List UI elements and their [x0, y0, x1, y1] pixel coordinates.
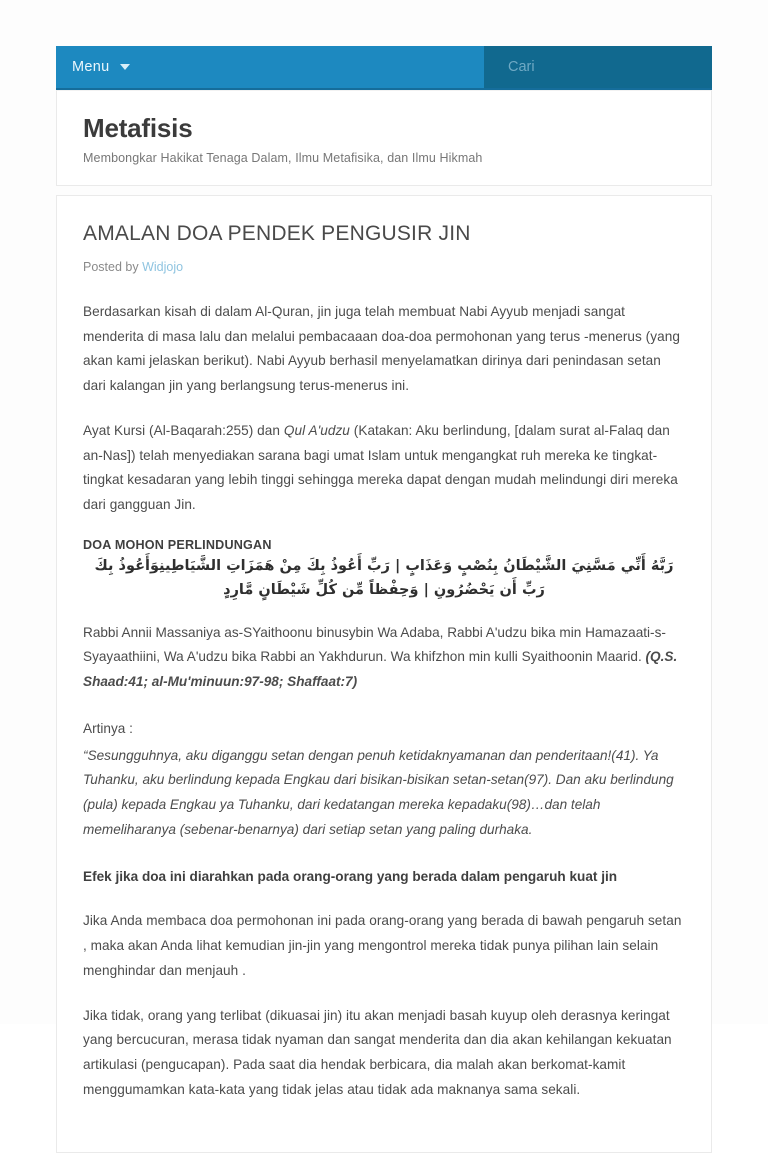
- post-paragraph-4: Jika tidak, orang yang terlibat (dikuasai jin) itu akan menjadi basah kuyup oleh derasnya keringat yang bercucuran, merasa tidak nyaman dan sangat menderita dan dia akan kehilangan kekuatan artikulasi (pengucapan). Pada saat dia hendak berbicara, dia malah akan berkomat-kamit menggumamkan kata-kata yang tidak jelas atau tidak ada maknanya sama sekali.: [83, 1007, 672, 1097]
- post-paragraph-2: [83, 419, 685, 518]
- arabic-line-2: رَبِّ أَن يَحْضُرُونِ | وَحِفْظاً مِّن كُلِّ شَيْطَانٍ مَّارِدٍ: [223, 581, 545, 598]
- efek-heading: Efek jika doa ini diarahkan pada orang-orang yang berada dalam pengaruh kuat jin: [83, 868, 618, 884]
- site-title: Metafisis: [83, 113, 193, 143]
- transliteration-paragraph: [83, 621, 685, 695]
- paragraph-2-text-b: (Katakan: Aku berlindung, [dalam surat al-Falaq dan an-Nas]) telah menyediakan sarana bagi umat Islam untuk mengangkat ruh mereka ke tingkat-tingkat kesadaran yang lebih tinggi sehingga mereka dapat dengan mudah melindungi diri mereka dari gangguan Jin.: [83, 422, 678, 513]
- page-container: [56, 0, 712, 1153]
- artinya-text: “Sesungguhnya, aku diganggu setan dengan penuh ketidaknyamanan dan penderitaan!(41). Ya Tuhanku, aku berlindung kepada Engkau dari bisikan-bisikan setan-setan(97). Dan aku berlindung (pula) kepada Engkau ya Tuhanku, dari kedatangan mereka kepadaku(98)…dan telah memeliharanya (sebenar-benarnya) dari setiap setan yang paling durhaka.: [83, 747, 674, 837]
- card-separator: [56, 186, 712, 195]
- search-input[interactable]: [508, 59, 712, 75]
- site-tagline: Membongkar Hakikat Tenaga Dalam, Ilmu Metafisika, dan Ilmu Hikmah: [83, 151, 483, 165]
- post-card: [56, 195, 712, 1153]
- post-paragraph-3: Jika Anda membaca doa permohonan ini pada orang-orang yang berada di bawah pengaruh setan , maka akan Anda lihat kemudian jin-jin yang mengontrol mereka tidak punya pilihan lain selain menghindar dan menjauh .: [83, 913, 682, 978]
- post-meta: [83, 260, 685, 274]
- paragraph-2-text-a: Ayat Kursi (Al-Baqarah:255) dan: [83, 422, 284, 438]
- transliteration-text: Rabbi Annii Massaniya as-SYaithoonu binusybin Wa Adaba, Rabbi A'udzu bika min Hamazaati-s-Syayaathiini, Wa A'udzu bika Rabbi an Yakhdurun. Wa khifzhon min kulli Syaithoonin Maarid.: [83, 624, 666, 665]
- arabic-line-1: رَبَّهُ أَنِّي مَسَّنِيَ الشَّيْطَانُ بِنُصْبٍ وَعَذَابٍ | رَبِّ أَعُوذُ بِكَ مِنْ هَمَزَاتِ الشَّيَاطِينِوَأَعُوذُ بِكَ: [94, 557, 674, 574]
- artinya-label: Artinya :: [83, 720, 133, 736]
- doa-heading: DOA MOHON PERLINDUNGAN: [83, 537, 272, 552]
- paragraph-2-emphasis: Qul A'udzu: [283, 422, 350, 438]
- quran-citation: (Q.S. Shaad:41; al-Mu'minuun:97-98; Shaffaat:7): [83, 649, 678, 690]
- search-area[interactable]: [484, 46, 712, 88]
- post-title: AMALAN DOA PENDEK PENGUSIR JIN: [83, 222, 471, 245]
- author-link[interactable]: Widjojo: [142, 260, 184, 274]
- chevron-down-icon: [120, 64, 130, 70]
- menu-button[interactable]: [56, 46, 484, 88]
- post-paragraph-1: Berdasarkan kisah di dalam Al-Quran, jin juga telah membuat Nabi Ayyub menjadi sangat menderita di masa lalu dan melalui pembacaaan doa-doa permohonan yang terus -menerus (yang akan kami jelaskan berikut). Nabi Ayyub berhasil menyelamatkan dirinya dari penindasan setan dari kalangan jin yang berlangsung terus-menerus ini.: [83, 304, 680, 394]
- site-header-card: [56, 90, 712, 186]
- menu-label: Menu: [72, 59, 110, 75]
- navbar: [56, 46, 712, 90]
- arabic-verse: [83, 555, 685, 603]
- posted-by-label: Posted by: [83, 260, 139, 274]
